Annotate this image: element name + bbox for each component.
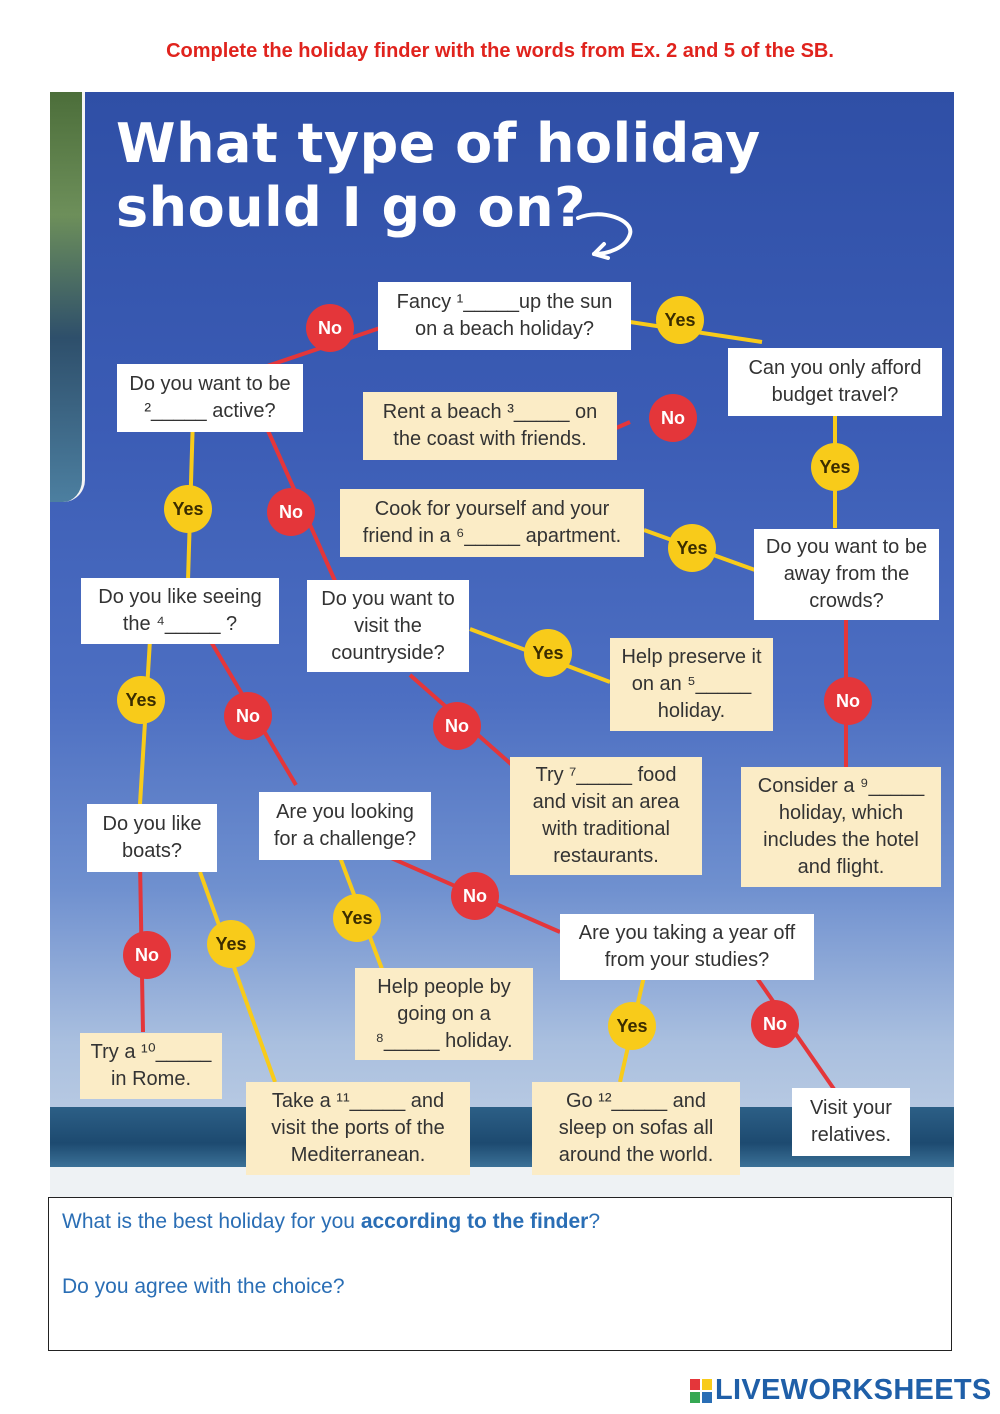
yes-dot: Yes: [656, 296, 704, 344]
liveworksheets-logo: [690, 1374, 992, 1407]
box-cook: Cook for yourself and your friend in a ⁶_____ apartment.: [340, 489, 644, 557]
yes-dot: Yes: [668, 524, 716, 572]
yes-dot: Yes: [608, 1002, 656, 1050]
no-dot: No: [451, 872, 499, 920]
no-dot: No: [267, 488, 315, 536]
box-relatives: Visit your relatives.: [792, 1088, 910, 1156]
instruction-text: Complete the holiday finder with the words from Ex. 2 and 5 of the SB.: [166, 40, 834, 62]
questions-panel: [48, 1197, 952, 1351]
yes-dot: Yes: [524, 629, 572, 677]
liveworksheets-logo-icon: [690, 1379, 712, 1403]
no-dot: No: [433, 702, 481, 750]
box-year-off: Are you taking a year off from your studies?: [560, 914, 814, 980]
question-best-holiday: What is the best holiday for you according to the finder?: [62, 1210, 601, 1233]
box-preserve: Help preserve it on an ⁵_____ holiday.: [610, 638, 773, 731]
yes-dot: Yes: [333, 894, 381, 942]
no-dot: No: [751, 1000, 799, 1048]
no-dot: No: [649, 394, 697, 442]
box-budget: Can you only afford budget travel?: [728, 348, 942, 416]
poster-title: [116, 112, 761, 240]
poster-title-line1: What type of holiday: [116, 112, 761, 175]
yes-dot: Yes: [117, 676, 165, 724]
box-ports: Take a ¹¹_____ and visit the ports of the Mediterranean.: [246, 1082, 470, 1175]
box-help-people: Help people by going on a ⁸_____ holiday.: [355, 968, 533, 1060]
box-challenge: Are you looking for a challenge?: [259, 792, 431, 860]
yes-dot: Yes: [207, 920, 255, 968]
question-agree: Do you agree with the choice?: [62, 1275, 345, 1298]
curved-arrow-icon: [572, 204, 642, 264]
box-rent-beach: Rent a beach ³_____ on the coast with friends.: [363, 392, 617, 460]
box-crowds: Do you want to be away from the crowds?: [754, 529, 939, 620]
poster-title-line2: should I go on?: [116, 176, 586, 239]
box-fancy: Fancy ¹_____up the sun on a beach holiday?: [378, 282, 631, 350]
box-consider: Consider a ⁹_____ holiday, which includes the hotel and flight.: [741, 767, 941, 887]
box-seeing: Do you like seeing the ⁴_____ ?: [81, 578, 279, 644]
box-active: Do you want to be ²_____ active?: [117, 364, 303, 432]
no-dot: No: [824, 677, 872, 725]
box-countryside: Do you want to visit the countryside?: [307, 580, 469, 672]
box-boats: Do you like boats?: [87, 804, 217, 872]
yes-dot: Yes: [164, 485, 212, 533]
box-sofas: Go ¹²_____ and sleep on sofas all around the world.: [532, 1082, 740, 1175]
yes-dot: Yes: [811, 443, 859, 491]
no-dot: No: [123, 931, 171, 979]
brand-name: LIVEWORKSHEETS: [715, 1374, 992, 1406]
no-dot: No: [306, 304, 354, 352]
box-try-food: Try ⁷_____ food and visit an area with traditional restaurants.: [510, 757, 702, 875]
holiday-finder-poster: [50, 92, 954, 1197]
no-dot: No: [224, 692, 272, 740]
box-rome: Try a ¹⁰_____ in Rome.: [80, 1033, 222, 1099]
